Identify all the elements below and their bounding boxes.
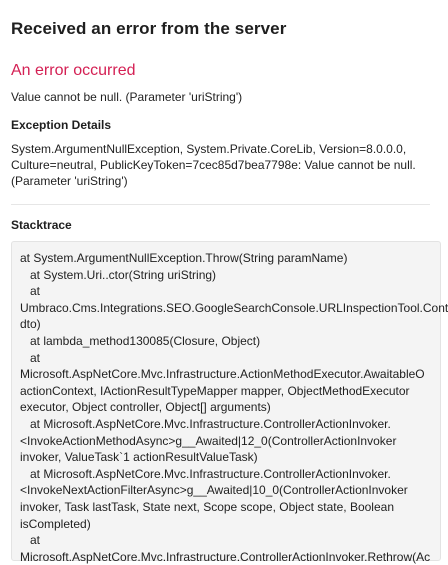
stacktrace-line: at [20,533,41,548]
section-divider [11,204,430,205]
stacktrace-line: executor, Object controller, Object[] arguments) [20,400,271,415]
stacktrace-line: at System.Uri..ctor(String uriString) [20,267,217,282]
stacktrace-line: Umbraco.Cms.Integrations.SEO.GoogleSearchConsole.URLInspectionTool.Cont [20,300,448,315]
stacktrace-line: dto) [20,317,41,332]
stacktrace-line: invoker, Task lastTask, State next, Scope scope, Object state, Boolean [20,499,394,514]
exception-details-line: Culture=neutral, PublicKeyToken=7cec85d7bea7798e: Value cannot be null. [11,158,416,172]
stacktrace-line: at [20,350,41,365]
dialog-title: Received an error from the server [11,19,287,38]
stacktrace-line: <InvokeNextActionFilterAsync>g__Awaited|10_0(ControllerActionInvoker [20,483,408,498]
stacktrace-line: <InvokeActionMethodAsync>g__Awaited|12_0(ControllerActionInvoker [20,433,397,448]
stacktrace-line: at System.ArgumentNullException.Throw(String paramName) [20,251,348,265]
stacktrace-line: Microsoft.AspNetCore.Mvc.Infrastructure.ActionMethodExecutor.AwaitableO [20,367,425,382]
exception-details [11,141,423,189]
stacktrace-text [20,250,448,565]
stacktrace-heading: Stacktrace [11,218,72,232]
stacktrace-line: at lambda_method130085(Closure, Object) [20,333,261,348]
stacktrace-line: Microsoft.AspNetCore.Mvc.Infrastructure.ControllerActionInvoker.Rethrow(Ac [20,549,431,564]
exception-details-heading: Exception Details [11,118,112,132]
stacktrace-line: at Microsoft.AspNetCore.Mvc.Infrastructure.ControllerActionInvoker. [20,416,391,431]
error-message: Value cannot be null. (Parameter 'uriString') [11,90,243,104]
stacktrace-line: isCompleted) [20,516,91,531]
error-heading: An error occurred [11,62,136,79]
stacktrace-line: invoker, ValueTask`1 actionResultValueTask) [20,450,258,465]
stacktrace-line: at [20,284,41,299]
exception-details-line: System.ArgumentNullException, System.Private.CoreLib, Version=8.0.0.0, [11,142,407,156]
stacktrace-line: actionContext, IActionResultTypeMapper mapper, ObjectMethodExecutor [20,383,410,398]
stacktrace-line: at Microsoft.AspNetCore.Mvc.Infrastructure.ControllerActionInvoker. [20,466,391,481]
stacktrace-box[interactable] [11,241,448,564]
exception-details-line: (Parameter 'uriString') [11,174,128,188]
